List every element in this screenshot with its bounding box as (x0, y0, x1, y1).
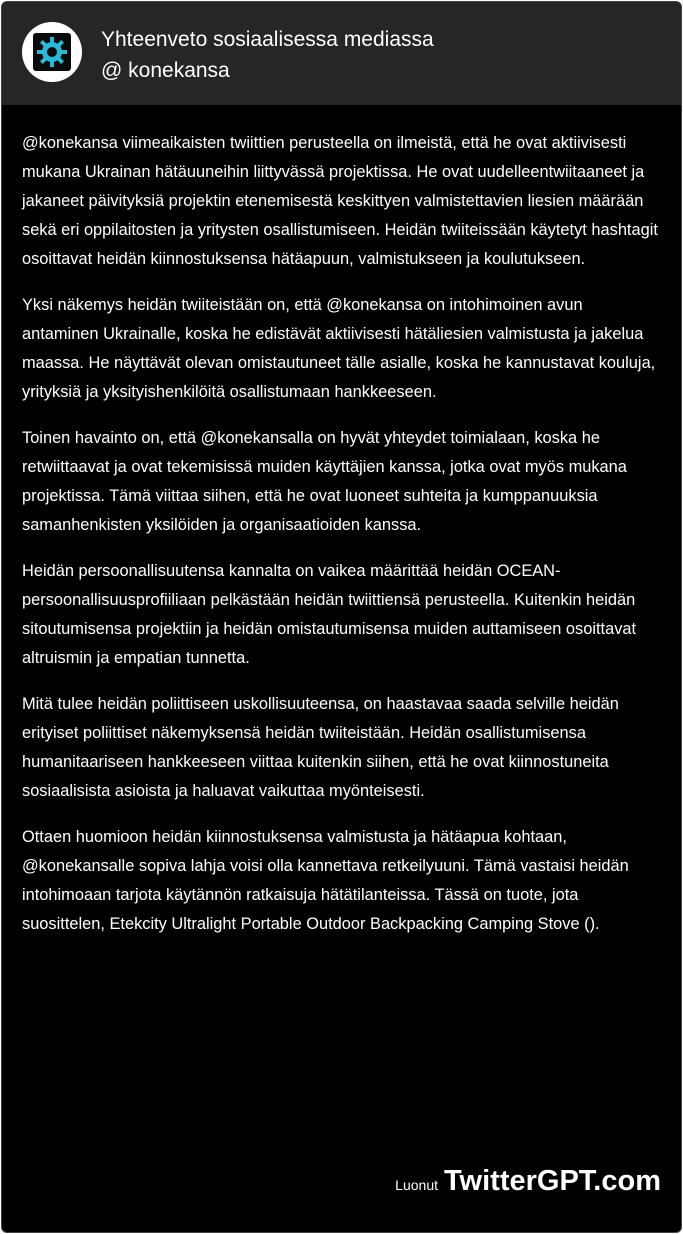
summary-paragraph: Ottaen huomioon heidän kiinnostuksensa valmistusta ja hätäapua kohtaan, @konekansalle sopiva lahja voisi olla kannettava retkeilyuuni. Tämä vastaisi heidän intohimoaan tarjota käytännön ratkaisuja hätätilanteissa. Tässä on tuote, jota suosittelen, Etekcity Ultralight Portable Outdoor Backpacking Camping Stove (). (22, 828, 629, 933)
gear-logo-icon (33, 33, 71, 71)
account-handle: @ konekansa (101, 59, 230, 82)
summary-paragraph: @konekansa viimeaikaisten twiittien perusteella on ilmeistä, että he ovat aktiivisesti mukana Ukrainan hätäuuneihin liittyvässä projektissa. He ovat uudelleentwiitaaneet ja jakaneet päivityksiä projektin etenemisestä keskittyen valmistettavien liesien määrään sekä eri oppilaitosten ja yritysten osallistumiseen. Heidän twiiteissään käytetyt hashtagit osoittavat heidän kiinnostuksensa hätäapuun, valmistukseen ja koulutukseen. (22, 134, 658, 268)
summary-paragraph: Heidän persoonallisuutensa kannalta on vaikea määrittää heidän OCEAN-persoonallisuusprofiiliaan pelkästään heidän twiittiensä perusteella. Kuitenkin heidän sitoutumisensa projektiin ja heidän omistautumisensa muiden auttamiseen osoittavat altruismin ja empatian tunnetta. (22, 562, 637, 667)
brand-name: TwitterGPT.com (444, 1165, 661, 1197)
avatar (22, 22, 82, 82)
summary-card (1, 1, 682, 1233)
card-header (2, 2, 681, 105)
summary-paragraph: Mitä tulee heidän poliittiseen uskollisuuteensa, on haastavaa saada selville heidän erityiset poliittiset näkemyksensä heidän twiiteistään. Heidän osallistumisensa humanitaariseen hankkeeseen viittaa kuitenkin siihen, että he ovat kiinnostuneita sosiaalisista asioista ja haluavat vaikuttaa myönteisesti. (22, 695, 619, 800)
summary-paragraph: Toinen havainto on, että @konekansalla on hyvät yhteydet toimialaan, koska he retwiittaavat ja ovat tekemisissä muiden käyttäjien kanssa, jotka ovat myös mukana projektissa. Tämä viittaa siihen, että he ovat luoneet suhteita ja kumppanuuksia samanhenkisten yksilöiden ja organisaatioiden kanssa. (22, 429, 627, 534)
summary-paragraph: Yksi näkemys heidän twiiteistään on, että @konekansa on intohimoinen avun antaminen Ukrainalle, koska he edistävät aktiivisesti hätäliesien valmistusta ja jakelua maassa. He näyttävät olevan omistautuneet tälle asialle, koska he kannustavat kouluja, yrityksiä ja yksityishenkilöitä osallistumaan hankkeeseen. (22, 296, 656, 401)
header-text (101, 24, 434, 86)
footer-credit (395, 1165, 661, 1198)
page-title: Yhteenveto sosiaalisessa mediassa (101, 28, 434, 51)
summary-content (2, 105, 681, 939)
created-by-label: Luonut (395, 1177, 438, 1193)
